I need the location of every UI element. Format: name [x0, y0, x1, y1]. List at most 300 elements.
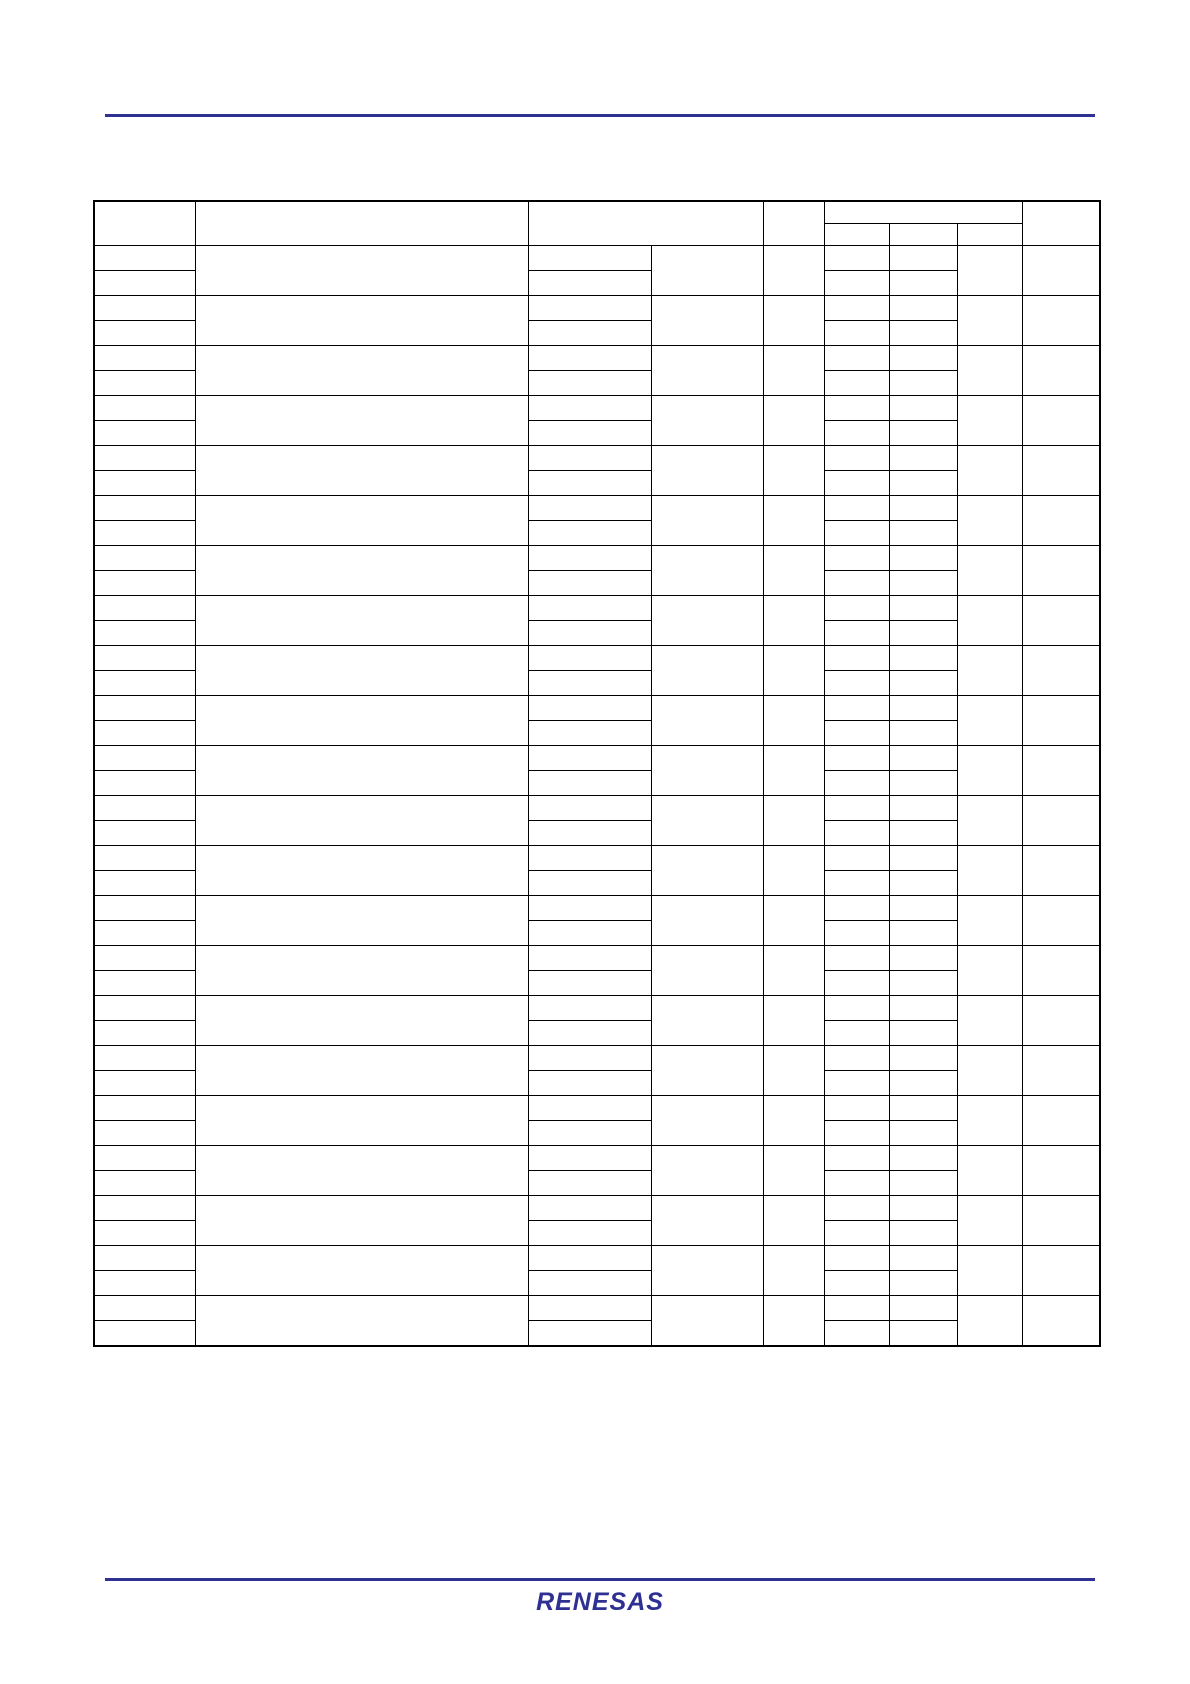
cell-symbol [94, 946, 195, 971]
cell-condition-a [528, 246, 651, 271]
cell-unit [1022, 596, 1100, 646]
cell-condition-a [528, 646, 651, 671]
cell-unit-a [763, 946, 824, 996]
table-row [94, 246, 1100, 271]
cell-condition-b [651, 346, 763, 396]
cell-unit-a [763, 696, 824, 746]
cell-condition-a [528, 796, 651, 821]
header-cell-symbol [94, 201, 195, 246]
cell-item [195, 946, 528, 996]
cell-item [195, 1296, 528, 1347]
cell-condition-b [651, 846, 763, 896]
cell-symbol [94, 821, 195, 846]
cell-min [824, 646, 889, 671]
cell-typ [889, 596, 957, 621]
table-row [94, 496, 1100, 521]
cell-typ [889, 396, 957, 421]
cell-item [195, 1246, 528, 1296]
cell-min [824, 1171, 889, 1196]
cell-condition-b [651, 1196, 763, 1246]
cell-condition-b [651, 996, 763, 1046]
cell-item [195, 596, 528, 646]
cell-max [957, 1146, 1022, 1196]
cell-condition-a [528, 671, 651, 696]
cell-max [957, 796, 1022, 846]
cell-min [824, 1021, 889, 1046]
cell-typ [889, 621, 957, 646]
cell-symbol [94, 346, 195, 371]
header-cell-min [824, 224, 889, 246]
cell-unit [1022, 1146, 1100, 1196]
cell-unit-a [763, 496, 824, 546]
cell-condition-a [528, 821, 651, 846]
cell-condition-b [651, 296, 763, 346]
table-row [94, 346, 1100, 371]
cell-unit [1022, 446, 1100, 496]
cell-unit-a [763, 746, 824, 796]
cell-condition-a [528, 721, 651, 746]
cell-item [195, 346, 528, 396]
cell-typ [889, 696, 957, 721]
header-cell-unit-a [763, 201, 824, 246]
cell-min [824, 521, 889, 546]
cell-symbol [94, 1246, 195, 1271]
cell-typ [889, 1121, 957, 1146]
cell-max [957, 696, 1022, 746]
table-row [94, 646, 1100, 671]
cell-condition-a [528, 546, 651, 571]
cell-min [824, 1246, 889, 1271]
cell-condition-a [528, 471, 651, 496]
cell-unit-a [763, 796, 824, 846]
table-row [94, 446, 1100, 471]
cell-condition-a [528, 271, 651, 296]
cell-typ [889, 1246, 957, 1271]
cell-max [957, 296, 1022, 346]
cell-condition-a [528, 1121, 651, 1146]
cell-typ [889, 721, 957, 746]
cell-symbol [94, 746, 195, 771]
cell-symbol [94, 771, 195, 796]
cell-max [957, 846, 1022, 896]
table-row [94, 846, 1100, 871]
cell-condition-a [528, 446, 651, 471]
table-row [94, 546, 1100, 571]
cell-symbol [94, 871, 195, 896]
cell-item [195, 446, 528, 496]
cell-typ [889, 546, 957, 571]
cell-symbol [94, 321, 195, 346]
cell-symbol [94, 1321, 195, 1347]
cell-item [195, 696, 528, 746]
table-row [94, 1246, 1100, 1271]
cell-min [824, 396, 889, 421]
cell-max [957, 896, 1022, 946]
cell-unit [1022, 946, 1100, 996]
header-cell-value-group [824, 201, 1022, 224]
cell-symbol [94, 446, 195, 471]
cell-unit-a [763, 596, 824, 646]
cell-typ [889, 671, 957, 696]
cell-symbol [94, 696, 195, 721]
cell-unit-a [763, 396, 824, 446]
cell-typ [889, 821, 957, 846]
cell-min [824, 1046, 889, 1071]
cell-condition-b [651, 396, 763, 446]
cell-typ [889, 1071, 957, 1096]
cell-unit-a [763, 646, 824, 696]
cell-min [824, 721, 889, 746]
cell-typ [889, 921, 957, 946]
cell-item [195, 746, 528, 796]
cell-min [824, 971, 889, 996]
cell-typ [889, 946, 957, 971]
cell-condition-a [528, 521, 651, 546]
cell-symbol [94, 421, 195, 446]
cell-min [824, 271, 889, 296]
table-row [94, 746, 1100, 771]
cell-min [824, 821, 889, 846]
cell-min [824, 346, 889, 371]
cell-unit [1022, 1196, 1100, 1246]
cell-condition-b [651, 496, 763, 546]
cell-condition-a [528, 596, 651, 621]
cell-typ [889, 646, 957, 671]
cell-symbol [94, 471, 195, 496]
cell-condition-a [528, 896, 651, 921]
cell-typ [889, 771, 957, 796]
cell-condition-a [528, 746, 651, 771]
cell-max [957, 246, 1022, 296]
cell-condition-a [528, 1021, 651, 1046]
cell-symbol [94, 246, 195, 271]
cell-symbol [94, 796, 195, 821]
cell-min [824, 621, 889, 646]
cell-condition-a [528, 846, 651, 871]
spec-table [93, 200, 1101, 1347]
cell-condition-a [528, 1321, 651, 1347]
cell-min [824, 896, 889, 921]
cell-typ [889, 1196, 957, 1221]
cell-min [824, 571, 889, 596]
cell-min [824, 496, 889, 521]
table-row [94, 896, 1100, 921]
cell-unit [1022, 346, 1100, 396]
cell-max [957, 396, 1022, 446]
cell-condition-a [528, 1271, 651, 1296]
cell-symbol [94, 1046, 195, 1071]
cell-unit [1022, 396, 1100, 446]
cell-item [195, 1196, 528, 1246]
cell-max [957, 1246, 1022, 1296]
cell-unit-a [763, 1146, 824, 1196]
cell-typ [889, 446, 957, 471]
cell-item [195, 546, 528, 596]
header-cell-conditions [528, 201, 763, 246]
cell-unit [1022, 896, 1100, 946]
cell-max [957, 646, 1022, 696]
cell-typ [889, 271, 957, 296]
cell-typ [889, 746, 957, 771]
cell-min [824, 446, 889, 471]
table-body [94, 201, 1100, 1346]
cell-condition-a [528, 321, 651, 346]
cell-max [957, 596, 1022, 646]
cell-max [957, 1196, 1022, 1246]
cell-typ [889, 296, 957, 321]
cell-condition-b [651, 896, 763, 946]
cell-unit [1022, 1246, 1100, 1296]
cell-symbol [94, 721, 195, 746]
cell-typ [889, 1321, 957, 1347]
cell-unit [1022, 696, 1100, 746]
cell-max [957, 1296, 1022, 1347]
cell-typ [889, 321, 957, 346]
cell-symbol [94, 571, 195, 596]
cell-min [824, 771, 889, 796]
cell-min [824, 921, 889, 946]
cell-typ [889, 571, 957, 596]
cell-typ [889, 371, 957, 396]
cell-condition-b [651, 696, 763, 746]
cell-typ [889, 421, 957, 446]
cell-condition-a [528, 496, 651, 521]
table-header-row [94, 201, 1100, 224]
cell-min [824, 421, 889, 446]
cell-condition-a [528, 1246, 651, 1271]
cell-condition-b [651, 546, 763, 596]
cell-unit [1022, 996, 1100, 1046]
renesas-logo [512, 1585, 688, 1619]
cell-typ [889, 521, 957, 546]
cell-unit-a [763, 1096, 824, 1146]
cell-symbol [94, 496, 195, 521]
cell-symbol [94, 296, 195, 321]
cell-min [824, 871, 889, 896]
cell-condition-b [651, 1046, 763, 1096]
cell-condition-a [528, 1221, 651, 1246]
cell-unit [1022, 296, 1100, 346]
cell-condition-a [528, 771, 651, 796]
cell-typ [889, 796, 957, 821]
cell-item [195, 1046, 528, 1096]
cell-condition-a [528, 571, 651, 596]
cell-condition-a [528, 371, 651, 396]
cell-condition-a [528, 1046, 651, 1071]
cell-condition-a [528, 296, 651, 321]
table-row [94, 696, 1100, 721]
cell-typ [889, 346, 957, 371]
cell-condition-b [651, 1246, 763, 1296]
cell-item [195, 646, 528, 696]
cell-min [824, 1096, 889, 1121]
cell-min [824, 1121, 889, 1146]
cell-symbol [94, 1121, 195, 1146]
cell-unit-a [763, 996, 824, 1046]
cell-condition-a [528, 996, 651, 1021]
cell-typ [889, 971, 957, 996]
cell-typ [889, 1146, 957, 1171]
cell-symbol [94, 1296, 195, 1321]
cell-item [195, 396, 528, 446]
cell-condition-b [651, 596, 763, 646]
cell-unit [1022, 246, 1100, 296]
cell-item [195, 896, 528, 946]
cell-condition-b [651, 946, 763, 996]
cell-unit [1022, 496, 1100, 546]
cell-item [195, 996, 528, 1046]
cell-condition-b [651, 746, 763, 796]
cell-min [824, 996, 889, 1021]
footer-rule [105, 1578, 1095, 1581]
cell-max [957, 346, 1022, 396]
cell-condition-a [528, 1171, 651, 1196]
table-row [94, 796, 1100, 821]
cell-typ [889, 1096, 957, 1121]
cell-condition-b [651, 646, 763, 696]
cell-max [957, 1096, 1022, 1146]
cell-min [824, 1196, 889, 1221]
cell-condition-a [528, 1071, 651, 1096]
cell-max [957, 946, 1022, 996]
cell-unit [1022, 796, 1100, 846]
cell-unit-a [763, 846, 824, 896]
cell-unit-a [763, 346, 824, 396]
cell-max [957, 1046, 1022, 1096]
cell-symbol [94, 1221, 195, 1246]
cell-condition-b [651, 246, 763, 296]
table-row [94, 946, 1100, 971]
cell-condition-a [528, 396, 651, 421]
cell-min [824, 1221, 889, 1246]
cell-symbol [94, 971, 195, 996]
cell-typ [889, 471, 957, 496]
cell-min [824, 1146, 889, 1171]
cell-symbol [94, 1071, 195, 1096]
cell-symbol [94, 1021, 195, 1046]
cell-min [824, 596, 889, 621]
cell-min [824, 696, 889, 721]
cell-typ [889, 1221, 957, 1246]
cell-typ [889, 846, 957, 871]
header-cell-max [957, 224, 1022, 246]
cell-condition-a [528, 971, 651, 996]
cell-condition-a [528, 621, 651, 646]
cell-min [824, 1296, 889, 1321]
table-row [94, 1296, 1100, 1321]
cell-min [824, 1071, 889, 1096]
cell-unit-a [763, 446, 824, 496]
renesas-logo-wordmark: RENESAS [536, 1588, 664, 1616]
cell-unit-a [763, 1046, 824, 1096]
cell-unit-a [763, 1296, 824, 1347]
cell-unit-a [763, 1196, 824, 1246]
cell-min [824, 1321, 889, 1347]
cell-min [824, 1271, 889, 1296]
cell-typ [889, 896, 957, 921]
cell-unit-a [763, 546, 824, 596]
cell-condition-a [528, 946, 651, 971]
cell-item [195, 846, 528, 896]
cell-unit [1022, 746, 1100, 796]
cell-min [824, 321, 889, 346]
table-row [94, 596, 1100, 621]
cell-condition-a [528, 921, 651, 946]
cell-typ [889, 496, 957, 521]
cell-condition-a [528, 1296, 651, 1321]
cell-unit [1022, 846, 1100, 896]
cell-max [957, 746, 1022, 796]
cell-unit [1022, 646, 1100, 696]
cell-typ [889, 1171, 957, 1196]
cell-condition-b [651, 1096, 763, 1146]
cell-symbol [94, 1146, 195, 1171]
header-cell-unit [1022, 201, 1100, 246]
cell-typ [889, 1271, 957, 1296]
cell-typ [889, 871, 957, 896]
cell-item [195, 246, 528, 296]
cell-condition-b [651, 446, 763, 496]
cell-symbol [94, 646, 195, 671]
cell-condition-b [651, 796, 763, 846]
cell-symbol [94, 1196, 195, 1221]
cell-symbol [94, 371, 195, 396]
cell-condition-a [528, 1096, 651, 1121]
table-row [94, 1046, 1100, 1071]
cell-min [824, 846, 889, 871]
cell-symbol [94, 546, 195, 571]
header-cell-typ [889, 224, 957, 246]
cell-condition-b [651, 1296, 763, 1347]
cell-symbol [94, 396, 195, 421]
cell-symbol [94, 671, 195, 696]
cell-typ [889, 1021, 957, 1046]
cell-min [824, 246, 889, 271]
cell-min [824, 746, 889, 771]
cell-symbol [94, 846, 195, 871]
cell-symbol [94, 271, 195, 296]
cell-condition-a [528, 346, 651, 371]
cell-item [195, 1146, 528, 1196]
header-cell-item [195, 201, 528, 246]
cell-condition-a [528, 421, 651, 446]
cell-item [195, 1096, 528, 1146]
table-row [94, 996, 1100, 1021]
cell-max [957, 446, 1022, 496]
cell-unit-a [763, 296, 824, 346]
cell-unit [1022, 1046, 1100, 1096]
cell-min [824, 946, 889, 971]
cell-symbol [94, 521, 195, 546]
table-row [94, 1096, 1100, 1121]
cell-symbol [94, 621, 195, 646]
cell-condition-a [528, 1146, 651, 1171]
cell-symbol [94, 896, 195, 921]
cell-max [957, 496, 1022, 546]
table-row [94, 296, 1100, 321]
cell-condition-a [528, 871, 651, 896]
cell-typ [889, 1296, 957, 1321]
cell-symbol [94, 1171, 195, 1196]
cell-item [195, 496, 528, 546]
cell-min [824, 546, 889, 571]
cell-min [824, 671, 889, 696]
header-rule [105, 114, 1095, 117]
cell-min [824, 796, 889, 821]
cell-condition-a [528, 1196, 651, 1221]
cell-unit [1022, 1296, 1100, 1347]
cell-condition-a [528, 696, 651, 721]
